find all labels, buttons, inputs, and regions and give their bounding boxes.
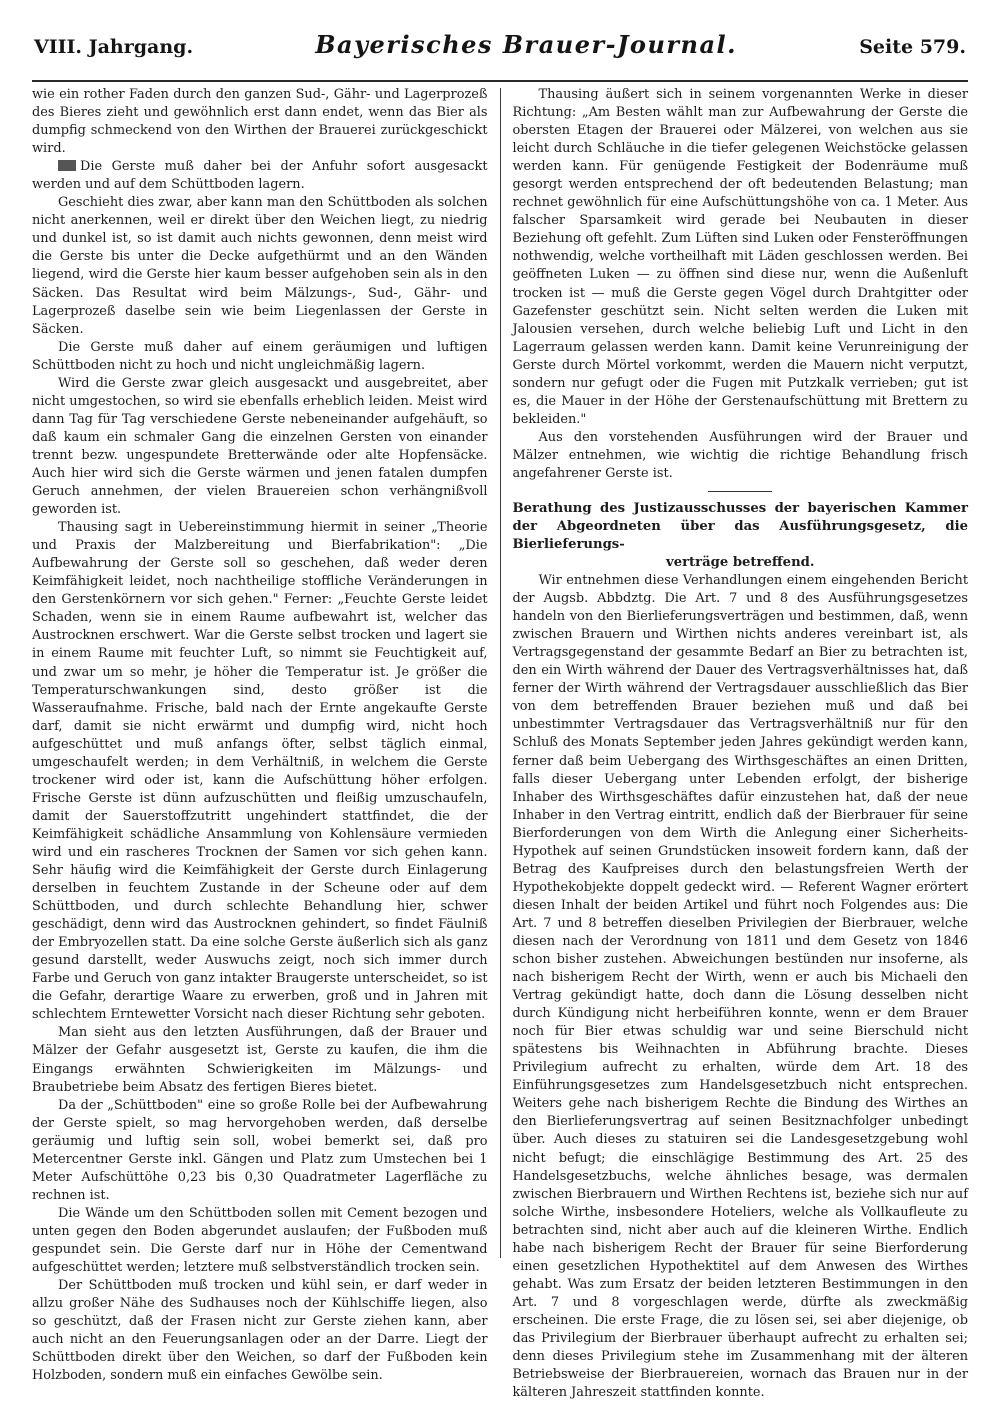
text-columns: [32, 86, 968, 1402]
margin-mark-icon: [58, 160, 76, 171]
journal-masthead: Bayerisches Brauer-Journal.: [315, 30, 738, 59]
column-divider: [500, 88, 501, 1258]
paragraph: wie ein rother Faden durch den ganzen Sud-, Gähr- und Lagerprozeß des Bieres zieht und gewöhnlich erst dann endet, wenn das Bier als dumpfig schmeckend von den Wirthen der Brauerei zurückgeschickt wird.: [32, 87, 488, 157]
paragraph: Geschieht dies zwar, aber kann man den Schüttboden als solchen nicht anerkennen, weil er direkt über den Weichen liegt, zu niedrig und dunkel ist, so ist damit auch nichts gewonnen, denn meist wird die Gerste bis unter die Decke aufgethürmt und an den Wänden liegend, wird die Gerste hier kaum besser aufgehoben sein als in den Säcken. Das Resultat wird beim Mälzungs-, Sud-, Gähr- und Lagerprozeß daselbe sein wie beim Liegenlassen der Gerste in Säcken.: [32, 195, 488, 337]
paragraph: Man sieht aus den letzten Ausführungen, daß der Brauer und Mälzer der Gefahr ausgesetzt ist, Gerste zu kaufen, die ihm die Eingangs erwähnten Schwierigkeiten im Mälzungs- und Braubetriebe beim Absatz des fertigen Bieres bietet.: [32, 1025, 488, 1095]
paragraph: Thausing sagt in Uebereinstimmung hiermit in seiner „Theorie und Praxis der Malzbereitung und Bierfabrikation": „Die Aufbewahrung der Gerste soll so geschehen, daß weder deren Keimfähigkeit leidet, noch nachtheilige stoffliche Veränderungen in den Gerstenkörnern vor sich gehen." Ferner: „Feuchte Gerste leidet Schaden, wenn sie in einem Raume aufbewahrt ist, welcher das Austrocknen erschwert. War die Gerste selbst trocken und lagert sie in einem Raume mit feuchter Luft, so nimmt sie Feuchtigkeit auf, und zwar um so mehr, je höher die Temperatur ist. Je größer die Temperaturschwankungen sind, desto größer ist die Wasseraufnahme. Frische, bald nach der Ernte angekaufte Gerste darf, damit sie nicht erwärmt und dumpfig wird, nicht hoch aufgeschüttet und muß anfangs öfter, selbst täglich einmal, umgeschaufelt werden; in dem Verhältniß, in welchem die Gerste trockener wird oder ist, kann die Aufschüttung höher erfolgen. Frische Gerste ist dünn aufzuschütten und fleißig umzuschaufeln, damit der Sauerstoffzutritt ungehindert stattfindet, die der Keimfähigkeit schädliche Ansammlung von Kohlensäure vermieden wird und ein rascheres Trocknen der Samen vor sich gehen kann. Sehr häufig wird die Keimfähigkeit der Gerste durch Einlagerung derselben in feuchtem Zustande in der Scheune oder auf dem Schüttboden, und durch schlechte Behandlung hier, schwer geschädigt, denn wird das Austrocknen gehindert, so findet Fäulniß der Embryozellen statt. Da eine solche Gerste äußerlich sich als ganz gesund darstellt, weder Auswuchs zeigt, noch sich immer durch Farbe und Geruch von ganz intakter Braugerste unterscheidet, so ist die Gefahr, derartige Waare zu erwerben, groß und in Jahren mit schlechtem Erntewetter Vorsicht nach dieser Richtung sehr geboten.: [32, 520, 488, 1023]
paragraph: Thausing äußert sich in seinem vorgenannten Werke in dieser Richtung: „Am Besten wählt man zur Aufbewahrung der Gerste die obersten Etagen der Brauerei oder Mälzerei, von welchen aus sie leicht durch Schläuche in die tiefer gelegenen Weichstöcke gelassen werden kann. Für genügende Festigkeit der Bodenräume muß gesorgt werden entsprechend der oft bedeutenden Belastung; man rechnet gewöhnlich für eine Aufschüttungshöhe von ca. 1 Meter. Aus falscher Sparsamkeit wird gerade bei Neubauten in dieser Beziehung oft gefehlt. Zum Lüften sind Luken oder Fensteröffnungen nothwendig, welche vortheilhaft mit Läden geschlossen werden. Bei geöffneten Luken — zu öffnen sind diese nur, wenn die Außenluft trocken ist — muß die Gerste gegen Vögel durch Drahtgitter oder Gazefenster geschützt sein. Nicht selten werden die Luken mit Jalousien versehen, durch welche beliebig Luft und Licht in den Lagerraum gelassen werden kann. Damit keine Verunreinigung der Gerste durch Mörtel vorkommt, werden die Mauern nicht verputzt, sondern nur gefugt oder die Fugen mit Putzkalk verrieben; gut ist es, die Mauer in der Höhe der Gerstenaufschüttung mit Brettern zu bekleiden.": [512, 87, 969, 427]
right-column: [513, 86, 969, 1402]
paragraph-text: Die Gerste muß daher bei der Anfuhr sofort ausgesackt werden und auf dem Schüttboden lagern.: [32, 159, 488, 193]
paragraph: Wird die Gerste zwar gleich ausgesackt und ausgebreitet, aber nicht umgestochen, so wird sie ebenfalls erheblich leiden. Meist wird dann Tag für Tag verschiedene Gerste nebeneinander aufgehäuft, so daß kaum ein schmaler Gang die einzelnen Gersten von einander trennt bezw. ungespundete Bretterwände oder alte Hopfensäcke. Auch hier wird sich die Gerste wärmen und jenen fatalen dumpfen Geruch annehmen, der vielen Brauereien schon verhängnißvoll geworden ist.: [32, 375, 488, 518]
paragraph: Aus den vorstehenden Ausführungen wird der Brauer und Mälzer entnehmen, wie wichtig die richtige Behandlung frisch angefahrener Gerste ist.: [512, 429, 969, 481]
section-heading: [513, 500, 969, 572]
paragraph: Die Gerste muß daher auf einem geräumigen und luftigen Schüttboden nicht zu hoch und nicht ungleichmäßig lagern.: [32, 339, 488, 373]
section-heading-text: Berathung des Justizausschusses der bayerischen Kammer der Abgeordneten über das Ausführungsgesetz, die Bierlieferungs-: [512, 501, 969, 553]
page-number: Seite 579.: [859, 36, 966, 58]
paragraph: [32, 158, 488, 194]
section-separator: [708, 491, 772, 492]
volume-label: VIII. Jahrgang.: [34, 36, 194, 58]
paragraph: Die Wände um den Schüttboden sollen mit Cement bezogen und unten gegen den Boden abgerundet auslaufen; der Fußboden muß gespundet sein. Die Gerste darf nur in Höhe der Cementwand aufgeschüttet werden; letztere muß selbstverständlich trocken sein.: [32, 1205, 488, 1276]
left-column: [32, 86, 488, 1402]
header-rule: [32, 80, 968, 82]
paragraph: Da der „Schüttboden" eine so große Rolle bei der Aufbewahrung der Gerste spielt, so mag hervorgehoben werden, daß derselbe geräumig und luftig sein soll, wobei bemerkt sei, daß pro Metercentner Gerste inkl. Gängen und Platz zum Umstechen bei 1 Meter Aufschüttöhe 0,23 bis 0,30 Quadratmeter Lagerfläche zu rechnen ist.: [32, 1097, 488, 1203]
section-heading-end: verträge betreffend.: [666, 555, 815, 571]
paragraph: Wir entnehmen diese Verhandlungen einem eingehenden Bericht der Augsb. Abbdztg. Die Art. 7 und 8 des Ausführungsgesetzes handeln von den Bierlieferungsverträgen und bestimmen, daß, wenn zwischen Brauern und Wirthen nichts anderes vereinbart ist, als Vertragsgegenstand der gesammte Bedarf an Bier zu betrachten ist, den ein Wirth während der Dauer des Vertragsverhältnisses hat, daß ferner der Wirth während der Vertragsdauer ausschließlich das Bier von dem betreffenden Brauer beziehen muß und daß bei unbestimmter Vertragsdauer das Vertragsverhältniß nur für den Schluß des Monats September jeden Jahres gekündigt werden kann, ferner daß beim Uebergang des Wirthsgeschäftes an einen Dritten, falls dieser Uebergang unter Lebenden erfolgt, der bisherige Inhaber des Wirthsgeschäftes dafür einzustehen hat, daß der neue Inhaber in den Vertrag eintritt, endlich daß der Bierbrauer für seine Bierforderungen von dem Wirth die Anlegung einer Sicherheits-Hypothek auf seinen Grundstücken insoweit fordern kann, daß der Betrag des Kaufpreises durch den belastungsfreien Werth der Hypothekobjekte doppelt gedeckt wird. — Referent Wagner erörtert diesen Inhalt der beiden Artikel und führt noch Folgendes aus: Die Art. 7 und 8 betreffen dieselben Privilegien der Bierbrauer, welche diesen nach der Verordnung von 1811 und dem Gesetz von 1846 schon bisher zustehen. Abweichungen bestünden nur insoferne, als nach bisherigem Recht der Wirth, wenn er auch bis Michaeli den Vertrag gekündigt hatte, doch dann die Lösung desselben nicht durch Kündigung nicht herbeiführen konnte, wenn er dem Brauer noch für Bier etwas schuldig war und seine Bierschuld nicht spätestens bis Weihnachten in Abführung brachte. Dieses Privilegium aufrecht zu erhalten, würde dem Art. 18 des Einführungsgesetzes zum Handelsgesetzbuch nicht entsprechen. Weiters gehe nach bisherigem Rechte die Bindung des Wirthes an den Bierlieferungsvertrag auf seinen Besitznachfolger unbedingt über. Auch dieses zu statuiren sei die Landesgesetzgebung wohl nicht befugt; die einschlägige Bestimmung des Art. 25 des Handelsgesetzbuchs, welche ähnliches besage, was dermalen zwischen Bierbrauern und Wirthen Rechtens ist, beziehe sich nur auf solche Wirthe, insbesondere Hoteliers, welche als Vollkaufleute zu betrachten sind, nicht aber auch auf die kleineren Wirthe. Endlich habe nach bisherigem Recht der Brauer für seine Bierforderung einen gesetzlichen Hypothektitel auf dem Anwesen des Wirthes gehabt. Was zum Ersatz der beiden letzteren Bestimmungen in den Art. 7 und 8 vorgeschlagen werde, dürfte als zweckmäßig erscheinen. Die erste Frage, die zu lösen sei, sei aber diejenige, ob das Privilegium der Bierbrauer überhaupt aufrecht zu erhalten sei; denn dieses Privilegium stehe im Zusammenhang mit der älteren Betriebsweise der Bierbrauereien, wornach das Brauen nur in der kälteren Jahreszeit stattfinden konnte.: [512, 573, 969, 1401]
page-header: [32, 30, 968, 78]
paragraph: Der Schüttboden muß trocken und kühl sein, er darf weder in allzu großer Nähe des Sudhauses noch der Kühlschiffe liegen, also so geschützt, daß der Frasen nicht zur Gerste ziehen kann, aber auch nicht an den Feuerungsanlagen oder an der Darre. Liegt der Schüttboden direkt über den Weichen, so darf der Fußboden kein Holzboden, sondern muß ein einfaches Gewölbe sein.: [32, 1278, 488, 1384]
